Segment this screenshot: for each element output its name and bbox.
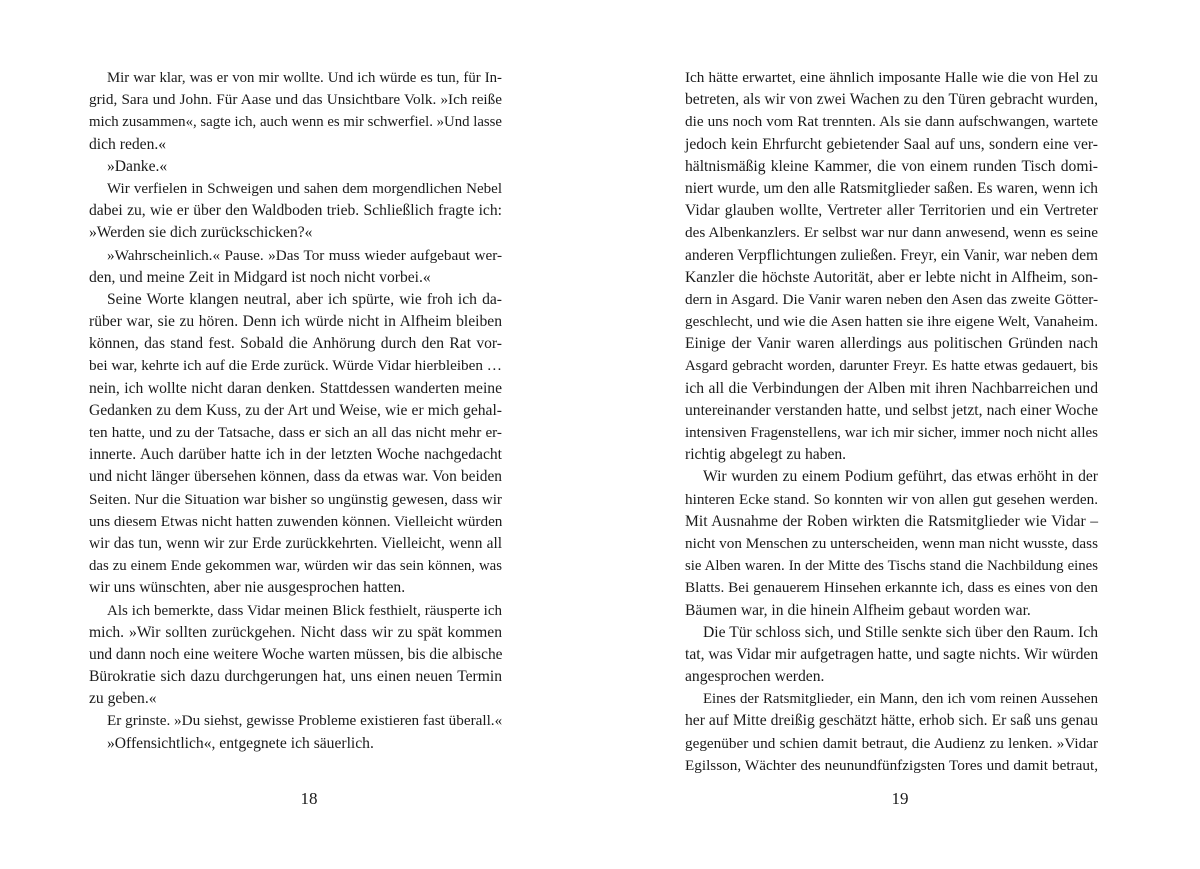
text-line: Er grinste. »Du siehst, gewisse Probleme existieren fast überall.« xyxy=(107,712,503,730)
text-line: Asgard gebracht worden, darunter Freyr. Es hatte etwas gedauert, bis xyxy=(685,358,1098,375)
text-line: dern in Asgard. Die Vanir waren neben den Asen das zweite Götter- xyxy=(685,290,1098,308)
text-line: Wir verfielen in Schweigen und sahen dem morgendlichen Nebel xyxy=(107,180,502,197)
text-line: untereinander verstanden hatte, und selbst jetzt, nach einer Woche xyxy=(685,401,1098,419)
text-line: Kanzler die höchste Autorität, aber er lebte nicht in Alfheim, son- xyxy=(685,268,1098,286)
text-line: niert wurde, um den alle Ratsmitglieder saßen. Es waren, wenn ich xyxy=(685,179,1098,197)
text-line: können, das stand fest. Sobald die Anhörung durch den Rat vor- xyxy=(89,335,502,353)
text-line: Die Tür schloss sich, und Stille senkte sich über den Raum. Ich xyxy=(703,623,1098,641)
text-line: nicht von Menschen zu unterscheiden, wenn man nicht wusste, dass xyxy=(685,534,1098,552)
text-line: nein, ich wollte nicht daran denken. Stattdessen wanderten meine xyxy=(89,379,502,397)
text-line: Mit Ausnahme der Roben wirkten die Ratsmitglieder wie Vidar – xyxy=(685,512,1098,530)
text-line: richtig abgelegt zu haben. xyxy=(685,446,847,464)
text-line: hältnismäßig kleine Kammer, die von einem runden Tisch domi- xyxy=(685,157,1098,175)
text-line: zu geben.« xyxy=(89,690,157,708)
text-line: Als ich bemerkte, dass Vidar meinen Blick festhielt, räusperte ich xyxy=(107,602,502,619)
text-line: und nicht länger übersehen können, dass da etwas war. Von beiden xyxy=(89,468,502,486)
text-line: Vidar glauben wollte, Vertreter aller Territorien und ein Vertreter xyxy=(685,202,1098,220)
text-line: des Albenkanzlers. Er selbst war nur dann anwesend, wenn es seine xyxy=(685,224,1098,242)
text-line: Egilsson, Wächter des neunundfünfzigsten Tores und damit betraut, xyxy=(685,756,1098,774)
text-line: her auf Mitte dreißig geschätzt hätte, erhob sich. Er saß uns genau xyxy=(685,712,1098,730)
text-line: innerte. Auch darüber hatte ich in der letzten Woche nachgedacht xyxy=(89,446,502,464)
text-line: »Offensichtlich«, entgegnete ich säuerlich. xyxy=(107,734,374,752)
text-line: das zu einem Ende gekommen war, würden wir das sein können, was xyxy=(89,558,502,575)
text-line: mich zusammen«, sagte ich, auch wenn es mir schwerfiel. »Und lasse xyxy=(89,114,502,131)
text-line: uns diesem Etwas nicht hatten zuwenden können. Vielleicht würden xyxy=(89,512,503,530)
text-line: betreten, als wir von zwei Wachen zu den Türen gebracht wurden, xyxy=(685,91,1098,109)
text-line: grid, Sara und John. Für Aase und das Unsichtbare Volk. »Ich reiße xyxy=(89,91,502,109)
text-line: mich. »Wir sollten zurückgehen. Nicht dass wir zu spät kommen xyxy=(89,623,502,641)
text-line: hinteren Ecke stand. So konnten wir von allen gut gesehen werden. xyxy=(685,490,1098,508)
text-line: intensiven Fragenstellens, war ich mir sicher, immer noch nicht alles xyxy=(685,425,1098,441)
text-line: Ich hätte erwartet, eine ähnlich imposante Halle wie die von Hel zu xyxy=(685,69,1098,86)
text-line: bei war, kehrte ich auf die Erde zurück. Würde Vidar hierbleiben … xyxy=(89,357,502,375)
text-line: rüber war, sie zu hören. Denn ich würde nicht in Alfheim bleiben xyxy=(89,313,502,331)
text-line: ten hatte, und zu der Tatsache, dass er sich an all das nicht mehr er- xyxy=(89,424,502,441)
text-line: angesprochen werden. xyxy=(685,668,825,686)
text-line: Mir war klar, was er von mir wollte. Und ich würde es tun, für In- xyxy=(107,70,502,86)
text-line: wir uns wünschten, aber nie ausgesprochen hatten. xyxy=(89,579,406,597)
right-page-text xyxy=(685,67,1098,777)
page-number-right: 19 xyxy=(891,789,909,808)
page-number-left: 18 xyxy=(300,789,318,808)
text-line: Einige der Vanir waren allerdings aus politischen Gründen nach xyxy=(685,335,1098,353)
text-line: Bürokratie sich dazu durchgerungen hat, uns einen neuen Termin xyxy=(89,668,502,686)
text-line: anderen Verpflichtungen zuließen. Freyr, ein Vanir, war neben dem xyxy=(685,246,1098,264)
text-line: dich reden.« xyxy=(89,135,167,153)
text-line: Eines der Ratsmitglieder, ein Mann, den ich vom reinen Aussehen xyxy=(703,691,1098,708)
text-line: Blatts. Bei genauerem Hinsehen erkannte ich, dass es eines von den xyxy=(685,579,1098,597)
text-line: den, und meine Zeit in Midgard ist noch nicht vorbei.« xyxy=(89,268,431,286)
text-line: tat, was Vidar mir aufgetragen hatte, und sagte nichts. Wir würden xyxy=(685,645,1099,663)
text-line: sie Alben waren. In der Mitte des Tischs stand die Nachbildung eines xyxy=(685,558,1098,575)
text-line: die uns noch vom Rat trennten. Als sie dann aufschwangen, wartete xyxy=(685,113,1098,131)
text-line: wir das tun, wenn wir zur Erde zurückkehrten. Vielleicht, wenn all xyxy=(89,534,502,552)
text-line: geschlecht, und wie die Asen hatten sie ihre eigene Welt, Vanaheim. xyxy=(685,313,1098,331)
text-line: Gedanken zu dem Kuss, zu der Art und Weise, wie er mich gehal- xyxy=(89,401,502,419)
text-line: gegenüber und schien damit betraut, die Audienz zu lenken. »Vidar xyxy=(685,734,1098,752)
text-line: Seiten. Nur die Situation war bisher so ungünstig gewesen, dass wir xyxy=(89,490,502,508)
text-line: und dann noch eine weitere Woche warten müssen, bis die albische xyxy=(89,645,503,663)
text-line: Bäumen war, in die hinein Alfheim gebaut worden war. xyxy=(685,601,1031,619)
text-line: »Wahrscheinlich.« Pause. »Das Tor muss wieder aufgebaut wer- xyxy=(107,246,502,264)
text-line: jedoch kein Ehrfurcht gebietender Saal auf uns, sondern eine ver- xyxy=(685,135,1098,153)
text-line: dabei zu, wie er über den Waldboden trieb. Schließlich fragte ich: xyxy=(89,202,502,220)
text-line: ich all die Verbindungen der Alben mit ihren Nachbarreichen und xyxy=(685,379,1098,397)
text-line: »Danke.« xyxy=(107,157,168,175)
text-line: »Werden sie dich zurückschicken?« xyxy=(89,224,313,242)
text-line: Wir wurden zu einem Podium geführt, das etwas erhöht in der xyxy=(703,468,1098,486)
left-page-text xyxy=(89,67,502,755)
text-line: Seine Worte klangen neutral, aber ich spürte, wie froh ich da- xyxy=(107,290,502,308)
